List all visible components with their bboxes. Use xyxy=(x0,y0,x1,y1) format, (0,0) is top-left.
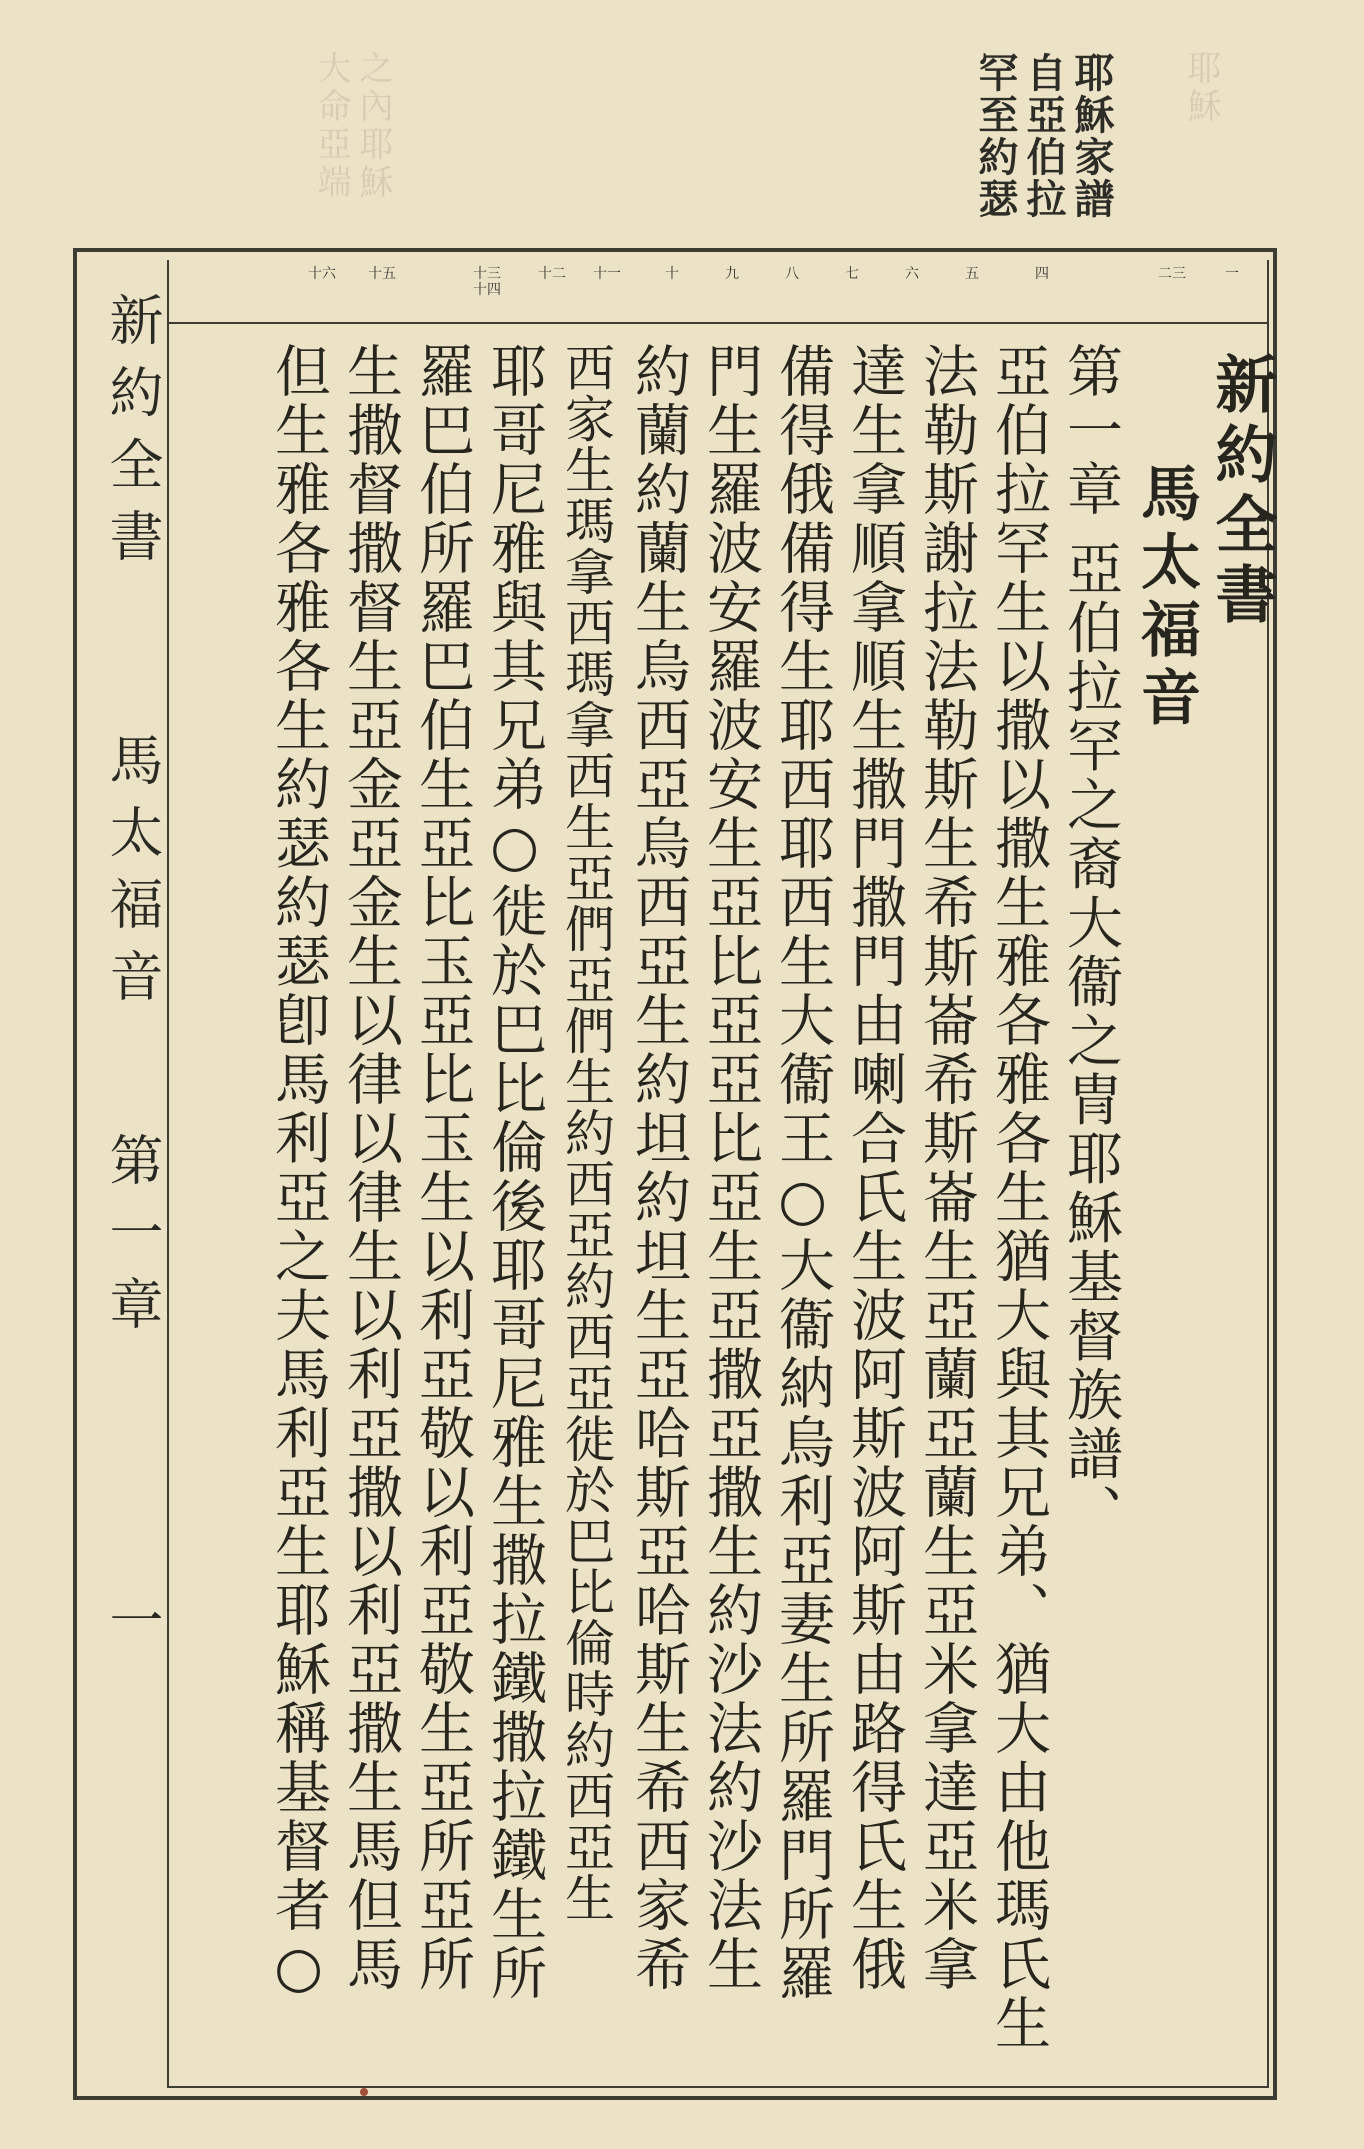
verse-number: 九 xyxy=(725,266,739,282)
verse-number: 十 xyxy=(665,266,679,282)
page-frame xyxy=(73,248,1277,2100)
verse-number: 八 xyxy=(785,266,799,282)
text-column: 但生雅各雅各生約瑟約瑟卽馬利亞之夫馬利亞生耶穌稱基督者○ xyxy=(266,342,331,2003)
text-column: 亞伯拉罕生以撒以撒生雅各雅各生猶大與其兄弟、猶大由他瑪氏生 xyxy=(986,342,1051,2053)
bleed-through-text: 之內耶穌大命亞端 xyxy=(311,50,393,202)
paper-stain xyxy=(360,2088,368,2096)
text-column: 羅巴伯所羅巴伯生亞比玉亞比玉生以利亞敬以利亞敬生亞所亞所 xyxy=(410,342,475,1994)
text-column: 生撒督撒督生亞金亞金生以律以律生以利亞撒以利亞撒生馬但馬 xyxy=(338,342,403,1994)
text-column: 第一章 亞伯拉罕之裔大衞之冑耶穌基督族譜、 xyxy=(1058,342,1123,1543)
bleed-through-text: 耶穌 xyxy=(1181,50,1221,126)
margin-column xyxy=(77,252,167,2096)
margin-gospel-name: 馬太福音 xyxy=(101,732,164,1020)
text-column: 達生拿順拿順生撒門撒門由喇合氏生波阿斯波阿斯由路得氏生俄 xyxy=(842,342,907,1994)
margin-page-number: 一 xyxy=(101,1592,164,1664)
margin-chapter: 第一章 xyxy=(101,1132,164,1348)
text-column: 西家生瑪拿西瑪拿西生亞們亞們生約西亞約西亞徙於巴比倫時約西亞生 xyxy=(557,342,615,1923)
verse-number: 一 xyxy=(1225,266,1239,282)
verse-number: 十六 xyxy=(308,266,336,282)
text-column: 約蘭約蘭生烏西亞烏西亞生約坦約坦生亞哈斯亞哈斯生希西家希 xyxy=(626,342,691,1994)
text-column: 法勒斯謝拉法勒斯生希斯崙希斯崙生亞蘭亞蘭生亞米拿達亞米拿 xyxy=(914,342,979,1994)
verse-number: 十三十四 xyxy=(473,266,501,298)
text-column: 備得俄備得生耶西耶西生大衞王○大衞納烏利亞妻生所羅門所羅 xyxy=(770,342,835,2003)
verse-number: 十五 xyxy=(368,266,396,282)
verse-number: 十一 xyxy=(593,266,621,282)
verse-number: 十二 xyxy=(538,266,566,282)
gospel-title: 馬太福音 xyxy=(1131,462,1201,734)
text-column: 耶哥尼雅與其兄弟○徙於巴比倫後耶哥尼雅生撒拉鐵撒拉鐵生所 xyxy=(482,342,547,2003)
verse-number: 四 xyxy=(1035,266,1049,282)
verse-number: 五 xyxy=(965,266,979,282)
verse-number: 六 xyxy=(905,266,919,282)
verse-number: 七 xyxy=(845,266,859,282)
running-header-notes: 耶穌家譜自亞伯拉罕至約瑟 xyxy=(972,52,1115,220)
margin-book-title: 新約全書 xyxy=(101,292,164,580)
verse-number: 二三 xyxy=(1158,266,1186,282)
book-title: 新約全書 xyxy=(1205,352,1278,632)
text-column: 門生羅波安羅波安生亞比亞亞比亞生亞撒亞撒生約沙法約沙法生 xyxy=(698,342,763,1994)
